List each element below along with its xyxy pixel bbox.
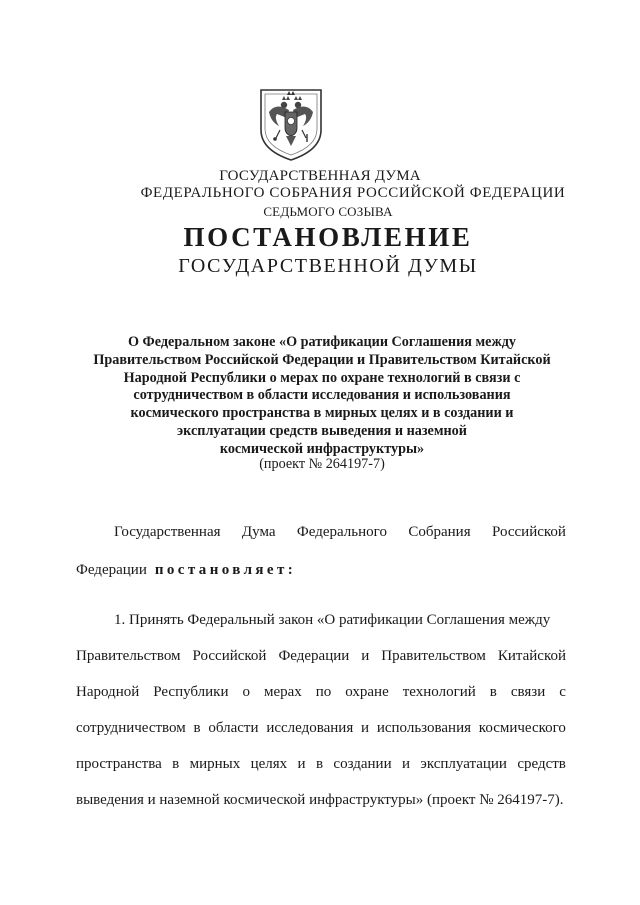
- paragraph-word: в: [315, 756, 324, 772]
- paragraph-word: мирных: [189, 756, 241, 772]
- subject-line: космического пространства в мирных целях и в создании и: [130, 405, 514, 422]
- paragraph-word: связи: [510, 684, 546, 700]
- preamble-start: Федерации: [76, 562, 147, 578]
- paragraph-word: и: [401, 756, 411, 772]
- paragraph-word: в: [489, 684, 497, 700]
- document-subtitle: ГОСУДАРСТВЕННОЙ ДУМЫ: [178, 255, 478, 277]
- paragraph-word: области: [208, 720, 259, 736]
- paragraph-word: Российской: [192, 648, 267, 664]
- paragraph-word: в: [172, 756, 180, 772]
- preamble-line-1: [76, 524, 566, 541]
- paragraph-word: эксплуатации: [420, 756, 507, 772]
- document-title: ПОСТАНОВЛЕНИЕ: [183, 222, 473, 252]
- paragraph-word: создании: [333, 756, 392, 772]
- paragraph-word: Федерации: [278, 648, 350, 664]
- decree-word: постановляет:: [154, 562, 297, 578]
- paragraph-word: и: [361, 648, 370, 664]
- paragraph-word: Правительством: [76, 648, 181, 664]
- subject-line: О Федеральном законе «О ратификации Соглашения между: [127, 334, 517, 350]
- paragraph-word: о: [242, 684, 250, 700]
- paragraph-word: охране: [345, 684, 389, 700]
- paragraph-word: и: [297, 756, 306, 772]
- paragraph-word: космического: [478, 720, 566, 736]
- paragraph-line: [76, 755, 566, 791]
- paragraph-line: [76, 683, 566, 719]
- paragraph-word: в: [193, 720, 201, 736]
- paragraph-line: выведения и наземной космической инфраструктуры» (проект № 264197-7).: [76, 792, 564, 808]
- paragraph-word: по: [315, 684, 332, 700]
- paragraph-word: использования: [376, 720, 472, 736]
- subject-line: эксплуатации средств выведения и наземной: [177, 422, 467, 439]
- header-convocation: СЕДЬМОГО СОЗЫВА: [263, 204, 393, 219]
- paragraph-word: целях: [250, 756, 288, 772]
- preamble-word: Дума: [241, 524, 276, 540]
- paragraph-word: технологий: [402, 684, 476, 700]
- preamble-word: Российской: [492, 524, 566, 540]
- preamble-line-2: [76, 562, 566, 579]
- paragraph-word: и: [361, 720, 370, 736]
- subject-line: сотрудничеством в области исследования и использования: [133, 387, 511, 404]
- paragraph-word: исследования: [266, 720, 354, 736]
- subject-line: Правительством Российской Федерации и Правительством Китайской: [93, 351, 551, 368]
- paragraph-word: Республики: [153, 684, 229, 700]
- subject-line: космической инфраструктуры»: [219, 440, 425, 457]
- preamble-word: Федерального: [296, 524, 387, 540]
- paragraph-line: [76, 719, 566, 755]
- resolution-subject: [62, 334, 582, 459]
- paragraph-word: Народной: [76, 684, 140, 700]
- paragraph-word: с: [559, 684, 566, 700]
- project-number: (проект № 264197-7): [259, 456, 385, 472]
- paragraph-word: средств: [517, 756, 566, 772]
- paragraph-line: 1. Принять Федеральный закон «О ратификации Соглашения между: [114, 612, 551, 628]
- paragraph-word: Правительством: [381, 648, 486, 664]
- paragraph-word: Китайской: [497, 648, 566, 664]
- subject-line: Народной Республики о мерах по охране технологий в связи с: [123, 369, 521, 386]
- paragraph-word: сотрудничеством: [76, 720, 186, 736]
- paragraph-word: мерах: [263, 684, 302, 700]
- preamble-word: Собрания: [408, 524, 471, 540]
- preamble-word: Государственная: [114, 524, 221, 540]
- header-assembly: ФЕДЕРАЛЬНОГО СОБРАНИЯ РОССИЙСКОЙ ФЕДЕРАЦИИ: [140, 185, 566, 201]
- paragraph-1: [76, 611, 566, 827]
- russian-coat-of-arms-icon: [256, 84, 326, 164]
- header-duma: ГОСУДАРСТВЕННАЯ ДУМА: [219, 168, 421, 184]
- paragraph-line: [76, 647, 566, 683]
- paragraph-word: пространства: [76, 756, 162, 772]
